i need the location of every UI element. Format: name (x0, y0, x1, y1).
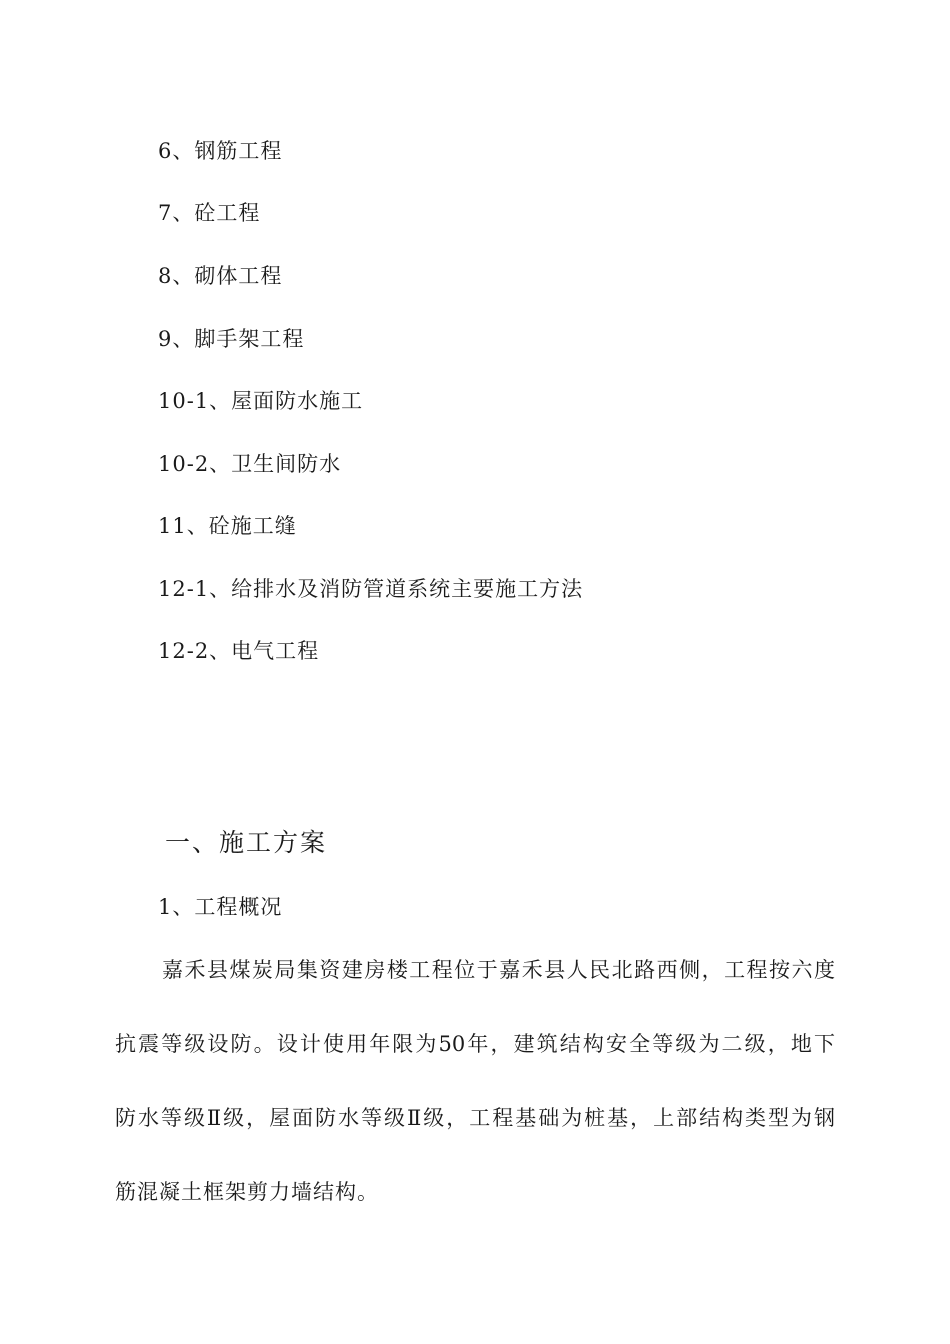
toc-item-bathroom-waterproofing: 10-2、卫生间防水 (158, 452, 342, 476)
toc-item-roof-waterproofing: 10-1、屋面防水施工 (158, 389, 364, 413)
paragraph-line: 防水等级Ⅱ级，屋面防水等级Ⅱ级，工程基础为桩基，上部结构类型为钢 (115, 1106, 835, 1130)
toc-item-steel-rebar: 6、钢筋工程 (158, 139, 283, 163)
paragraph-line: 抗震等级设防。设计使用年限为50年，建筑结构安全等级为二级，地下 (115, 1032, 835, 1056)
section-heading: 一、施工方案 (165, 828, 328, 857)
toc-item-scaffolding: 9、脚手架工程 (158, 327, 305, 351)
toc-item-masonry: 8、砌体工程 (158, 264, 283, 288)
subsection-heading: 1、工程概况 (158, 895, 283, 919)
toc-item-plumbing-fire-piping: 12-1、给排水及消防管道系统主要施工方法 (158, 577, 584, 601)
toc-item-concrete: 7、砼工程 (158, 201, 261, 225)
toc-item-electrical: 12-2、电气工程 (158, 639, 320, 663)
paragraph-line: 筋混凝土框架剪力墙结构。 (115, 1180, 379, 1204)
paragraph-line: 嘉禾县煤炭局集资建房楼工程位于嘉禾县人民北路西侧，工程按六度 (162, 958, 835, 982)
toc-item-construction-joints: 11、砼施工缝 (158, 514, 297, 538)
